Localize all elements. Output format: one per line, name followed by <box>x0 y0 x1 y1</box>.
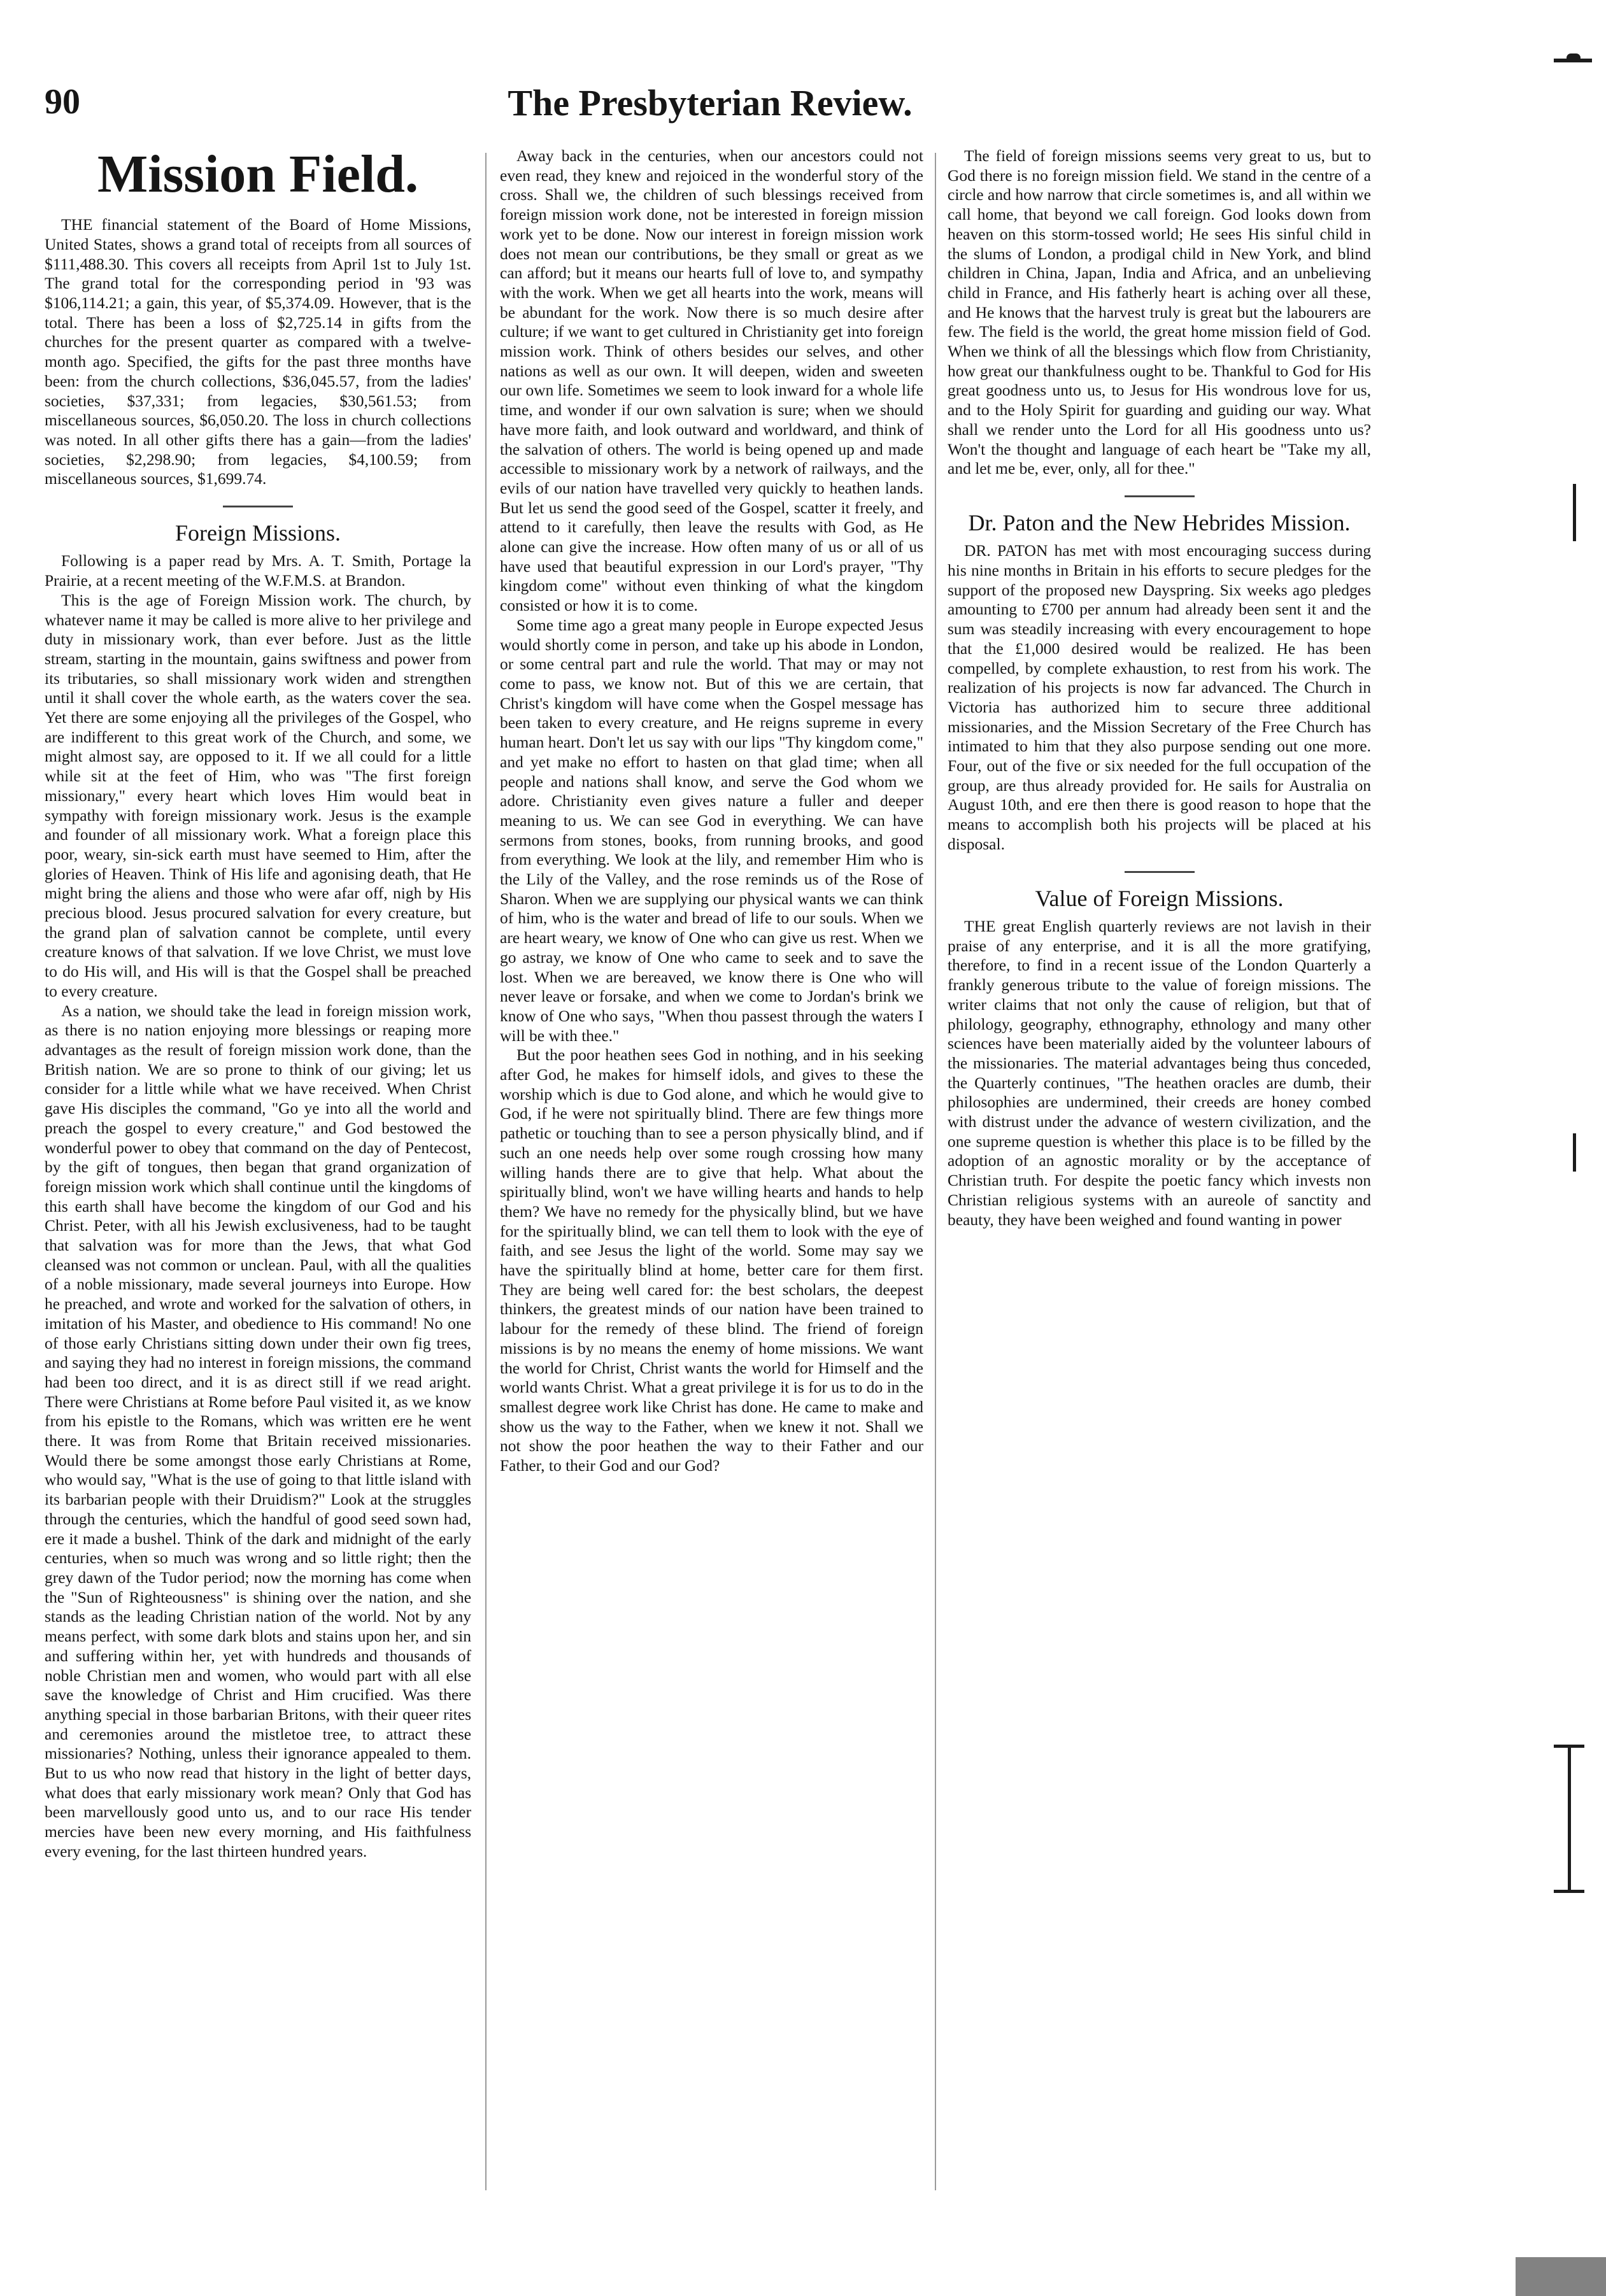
page-number: 90 <box>45 82 80 122</box>
foreign-missions-paragraph: The field of foreign missions seems very great to us, but to God there is no foreign mission field. We stand in the centre of a circle and how narrow that circle sometimes is, and all within we call home, that beyond we call foreign. God looks down from heaven on this storm-tossed world; He sees His sinful child in the slums of London, a prodigal child in New York, and blind children in China, Japan, India and Africa, and an unbelieving child in France, and His fatherly heart is aching over all these, and He knows that the harvest truly is great but the labourers are few. The field is the world, the great home mission field of God. When we think of all the blessings which flow from Christianity, how great our thankfulness ought to be. Thankful to God for His great goodness unto us, to Jesus for His wondrous love for us, and to the Holy Spirit for guarding and guiding our way. What shall we render unto the Lord for all His goodness unto us? Won't the thought and language of each heart be "Take my all, and let me be, ever, only, all for thee." <box>948 146 1371 478</box>
section-divider <box>1125 495 1195 497</box>
section-divider <box>223 506 293 507</box>
foreign-missions-paragraph: Following is a paper read by Mrs. A. T. Smith, Portage la Prairie, at a recent meeting of the W.F.M.S. at Brandon. <box>45 551 471 590</box>
journal-title: The Presbyterian Review. <box>508 82 913 124</box>
column-rule <box>485 153 487 2190</box>
foreign-missions-title: Foreign Missions. <box>174 520 341 546</box>
value-foreign-missions-paragraph: THE great English quarterly reviews are not lavish in their praise of any enterprise, and it is all the more gratifying, therefore, to find in a recent issue of the London Quarterly a frankly generous tribute to the value of foreign missions. The writer claims that not only the cause of religion, but that of philology, geography, ethnography, ethnology and many other sciences have been materially aided by the volunteer labours of the missionaries. The material advantages being thus conceded, the Quarterly continues, "The heathen oracles are dumb, their philosophies are undermined, their creeds are honey combed with distrust under the advance of western civilization, and the one supreme question is whether this place is to be filled by the adoption of an agnostic morality or by the acceptance of Christian truth. For despite the poetic fancy which invests non Christian religious systems with an aureole of sanctity and beauty, they have been weighed and found wanting in power <box>948 916 1371 1229</box>
dr-paton-paragraph: DR. PATON has met with most encouraging success during his nine months in Britain in his efforts to secure pledges for the support of the proposed new Dayspring. Six weeks ago pledges amounting to £700 per annum had already been sent it and the sum was steadily increasing with every encouragement to hope that the £1,000 desired would be realized. He has been compelled, by complete exhaustion, to rest from his work. The realization of his projects is now far advanced. The Church in Victoria has authorized him to secure three additional missionaries, and the Mission Secretary of the Free Church has intimated to him that they also purpose sending out one more. Four, out of the five or six needed for the full occupation of the group, are thus already provided for. He sails for Australia on August 10th, and ere then there is good reason to hope that the means to accomplish both his projects will be placed at his disposal. <box>948 541 1371 853</box>
foreign-missions-paragraph: Away back in the centuries, when our ancestors could not even read, they knew and rejoiced in the wonderful story of the cross. Shall we, the children of such blessings received from foreign mission work done, not be interested in foreign mission work yet to be done. Now our interest in foreign mission work does not mean our contributions, be they small or great as we can afford; but it means our hearts full of love to, and sympathy with the work. When we get all hearts into the work, means will be abundant for the work. Now there is so much desire after culture; if we want to get cultured in Christianity get into foreign mission work. Think of others besides our selves, and other nations as well as our own. It will deepen, widen and sweeten our own life. Sometimes we seem to look inward for a whole life time, and wonder if our own salvation is sure; when we should have more faith, and look outward and worldward, and think of the salvation of others. The world is being opened up and made accessible to missionary work by a network of railways, and the evils of our nation have travelled very quickly to heathen lands. But let us send the good seed of the Gospel, scatter it freely, and attend to it carefully, then leave the results with God, as He alone can give the increase. How often many of us or all of us have used that beautiful expression in our Lord's prayer, "Thy kingdom come" without even thinking of what the kingdom consisted or how it is to come. <box>500 146 923 615</box>
page-header <box>45 81 1375 126</box>
scan-artifact <box>1568 1745 1571 1891</box>
mission-field-paragraph: THE financial statement of the Board of Home Missions, United States, shows a grand total of receipts from all sources of $111,488.30. This covers all receipts from April 1st to July 1st. The grand total for the corresponding period in '93 was $106,114.21; a gain, this year, of $5,374.09. However, that is the total. There has been a loss of $2,725.14 in gifts from the churches for the present quarter as compared with a twelve-month ago. Specified, the gifts for the past three months have been: from the church collections, $36,045.57, from the ladies' societies, $37,331; from legacies, $30,561.53; from miscellaneous sources, $6,050.20. The loss in church collections was noted. In all other gifts there has a gain—from the ladies' societies, $2,298.90; from legacies, $4,100.59; from miscellaneous sources, $1,699.74. <box>45 215 471 488</box>
scan-artifact <box>1554 1745 1584 1748</box>
scan-artifact <box>1567 53 1581 62</box>
foreign-missions-paragraph: As a nation, we should take the lead in foreign mission work, as there is no nation enjoying more blessings or reaping more advantages as the result of foreign mission work done, than the British nation. We are so prone to think of our giving; let us consider for a little while what we have received. When Christ gave His disciples the command, "Go ye into all the world and preach the gospel to every creature," and God bestowed the wonderful power to obey that command on the day of Pentecost, by the gift of tongues, then began that grand organization of foreign mission work which shall continue until the kingdoms of this earth shall have become the kingdom of our God and his Christ. Peter, with all his Jewish exclusiveness, had to be taught that salvation was for more than the Jews, that what God cleansed was not common or unclean. Paul, with all the qualities of a noble missionary, made several journeys into Europe. How he preached, and wrote and worked for the salvation of others, in imitation of his Master, and obedience to His command! No one of those early Christians sitting down under their own fig trees, and saying they had no interest in foreign missions, the command had been too direct, and it is as direct still if we read aright. There were Christians at Rome before Paul visited it, as we know from his epistle to the Romans, which was written ere he went there. It was from Rome that Britain received missionaries. Would there be some amongst those early Christians at Rome, who would say, "What is the use of going to that little island with its barbarian people with their Druidism?" Look at the struggles through the centuries, which the handful of good seed sown had, ere it made a bushel. Think of the dark and midnight of the early centuries, when so much was wrong and so little right; then the grey dawn of the Tudor period; now the morning has come when the "Sun of Righteousness" is shining over the nation, and she stands as the leading Christian nation of the world. Not by any means perfect, with some dark blots and stains upon her, and sin and suffering within her, yet with hundreds and thousands of noble Christian men and women, who would part with all else save the knowledge of Christ and Him crucified. Was there anything special in those barbarian Britons, with their queer rites and ceremonies around the mistletoe tree, to attract these missionaries? Nothing, unless their ignorance appealed to them. But to us who now read that history in the light of better days, what does that early missionary work mean? Only that God has been marvellously good unto us, and to our race His tender mercies have been new every morning, and His faithfulness every evening, for the last thirteen hundred years. <box>45 1001 471 1860</box>
section-divider <box>1125 871 1195 873</box>
scan-artifact <box>1554 1890 1584 1893</box>
column-3 <box>948 146 1371 2190</box>
foreign-missions-paragraph: But the poor heathen sees God in nothing, and in his seeking after God, he makes for himself idols, and gives to these the worship which is due to God alone, and which he would give to God, if he were not spiritually blind. There are few things more pathetic or touching than to see a person physically blind, and if such an one needs help over some rough crossing how many willing hands there are to give that help. What about the spiritually blind, won't we have willing hearts and hands to help them? We have no remedy for the physically blind, but we have for the spiritually blind, we can tell them to look with the eye of faith, and see Jesus the light of the world. Some may say we have the spiritually blind at home, better care for them first. They are being well cared for: the best scholars, the deepest thinkers, the greatest minds of our nation have been trained to labour for the remedy of these blind. The friend of foreign missions is by no means the enemy of home missions. We want the world for Christ, Christ wants the world for Himself and the world wants Christ. What a great privilege it is for us to do in the smallest degree work like Christ has done. He came to make and show us the way to the Father, when we knew it not. Shall we not show the poor heathen the way to their Father and our Father, to their God and our God? <box>500 1045 923 1475</box>
foreign-missions-paragraph: Some time ago a great many people in Europe expected Jesus would shortly come in person, and take up his abode in London, or some central part and rule the world. That may or may not come to pass, we know not. But of this we are certain, that Christ's kingdom will have come when the Gospel message has been taken to every creature, and He reigns supreme in every human heart. Don't let us say with our lips "Thy kingdom come," and yet make no effort to hasten on that glad time; when all people and nations shall know, and serve the God whom we adore. Christianity even gives nature a fuller and deeper meaning to us. We can see God in everything. We can have sermons from stones, books, from running brooks, and good from everything. We look at the lily, and remember Him who is the Lily of the Valley, and the rose reminds us of the Rose of Sharon. When we are supplying our physical wants we can think of him, who is the water and bread of life to our souls. When we are heart weary, we know of One who can give us rest. When we go astray, we know of One who came to seek and to save the lost. When we are bereaved, we know there is One who will never leave or forsake, and when we come to Jordan's brink we know of One who says, "When thou passest through the waters I will be with thee." <box>500 615 923 1045</box>
scan-artifact <box>1573 484 1576 541</box>
value-foreign-missions-title: Value of Foreign Missions. <box>1035 885 1284 911</box>
foreign-missions-paragraph: This is the age of Foreign Mission work. The church, by whatever name it may be called is more alive to her privilege and duty in missionary work, than ever before. Just as the little stream, starting in the mountain, gains swiftness and power from its tributaries, so shall missionary work widen and strengthen until it shall cover the whole earth, as the waters cover the sea. Yet there are some enjoying all the privileges of the Gospel, who are indifferent to this great work of the Church, and some, we might almost say, are opposed to it. If we all could for a little while sit at the feet of Him, who was "The first foreign missionary," every heart which loves Him would beat in sympathy with foreign missionary work. Jesus is the example and founder of all missionary work. What a foreign place this poor, weary, sin-sick earth must have seemed to Him, after the glories of Heaven. Think of His life and agonising death, that He might bring the aliens and those who were afar off, nigh by His precious blood. Jesus procured salvation for every creature, but the grand plan of salvation cannot be complete, until every creature knows of that salvation. If we love Christ, we must love to do His will, and His will is that the Gospel shall be preached to every creature. <box>45 590 471 1000</box>
column-1 <box>45 146 471 2190</box>
column-rule <box>935 153 936 2190</box>
column-2 <box>500 146 923 2190</box>
mission-field-title: Mission Field. <box>97 146 419 204</box>
scan-artifact <box>1516 2257 1606 2296</box>
dr-paton-title: Dr. Paton and the New Hebrides Mission. <box>968 509 1351 535</box>
scan-artifact <box>1573 1133 1576 1172</box>
